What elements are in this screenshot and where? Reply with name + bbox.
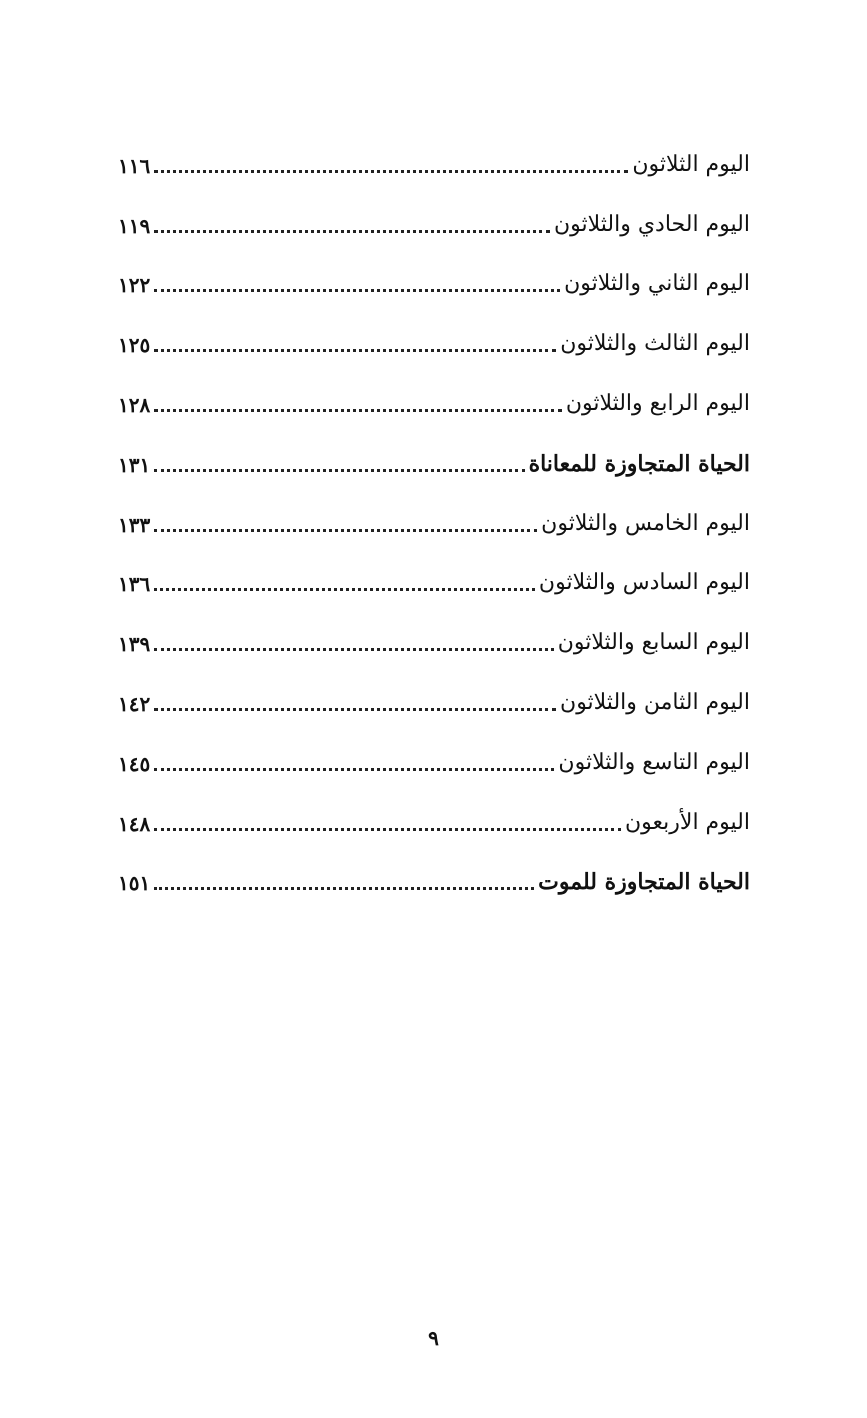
toc-entry[interactable] (118, 236, 750, 296)
toc-leader-dots (154, 808, 621, 831)
toc-entry-title: اليوم الأربعون (625, 809, 750, 835)
toc-entry[interactable] (118, 594, 750, 657)
toc-entry[interactable] (118, 535, 750, 595)
toc-entry-page: ١٢٢ (118, 273, 151, 298)
toc-leader-dots (154, 628, 554, 651)
toc-entry-title: اليوم السادس والثلاثون (538, 570, 750, 596)
toc-section-title: الحياة المتجاوزة للمعاناة (528, 450, 750, 477)
toc-entry-title: اليوم الحادي والثلاثون (553, 211, 750, 237)
toc-entry[interactable] (118, 714, 750, 774)
toc-entry-title: اليوم التاسع والثلاثون (558, 749, 750, 775)
toc-entry[interactable] (118, 654, 750, 714)
toc-leader-dots (154, 269, 560, 292)
page-number: ٩ (428, 1326, 439, 1350)
toc-entry-title: اليوم الثالث والثلاثون (560, 331, 750, 357)
table-of-contents (118, 116, 750, 896)
toc-leader-dots (154, 389, 562, 412)
toc-entry-title: اليوم الرابع والثلاثون (565, 390, 750, 416)
toc-entry-title: اليوم الثاني والثلاثون (564, 271, 750, 297)
toc-entry-page: ١٣٣ (118, 512, 151, 537)
toc-entry[interactable] (118, 116, 750, 176)
toc-entry-page: ١٣٦ (118, 572, 151, 597)
toc-leader-dots (154, 748, 554, 771)
toc-section-entry[interactable] (118, 834, 750, 894)
toc-entry-page: ١٤٥ (118, 751, 151, 776)
toc-entry-title: اليوم السابع والثلاثون (557, 630, 750, 656)
toc-entry[interactable] (118, 295, 750, 358)
toc-leader-dots (154, 509, 537, 532)
toc-leader-dots (154, 150, 628, 173)
toc-leader-dots (154, 329, 556, 352)
toc-entry-page: ١١٩ (118, 213, 151, 238)
toc-entry[interactable] (118, 355, 750, 415)
toc-entry-page: ١١٦ (118, 153, 151, 178)
toc-entry[interactable] (118, 475, 750, 535)
toc-entry-page: ١٣١ (118, 452, 151, 477)
toc-entry-page: ١٢٨ (118, 392, 151, 417)
toc-leader-dots (154, 568, 535, 591)
toc-entry-title: اليوم الخامس والثلاثون (541, 510, 750, 536)
toc-entry-title: اليوم الثلاثون (632, 151, 750, 177)
toc-entry-page: ١٤٨ (118, 811, 151, 836)
toc-entry-page: ١٤٢ (118, 691, 151, 716)
toc-leader-dots (154, 688, 556, 711)
toc-entry-page: ١٢٥ (118, 333, 151, 358)
toc-entry[interactable] (118, 774, 750, 834)
toc-leader-dots (154, 867, 534, 890)
toc-entry-page: ١٣٩ (118, 632, 151, 657)
toc-leader-dots (154, 210, 550, 233)
toc-entry-title: اليوم الثامن والثلاثون (560, 689, 750, 715)
toc-section-title: الحياة المتجاوزة للموت (538, 869, 750, 896)
toc-leader-dots (154, 449, 524, 472)
toc-entry[interactable] (118, 176, 750, 236)
toc-section-entry[interactable] (118, 415, 750, 475)
toc-entry-page: ١٥١ (118, 871, 151, 896)
